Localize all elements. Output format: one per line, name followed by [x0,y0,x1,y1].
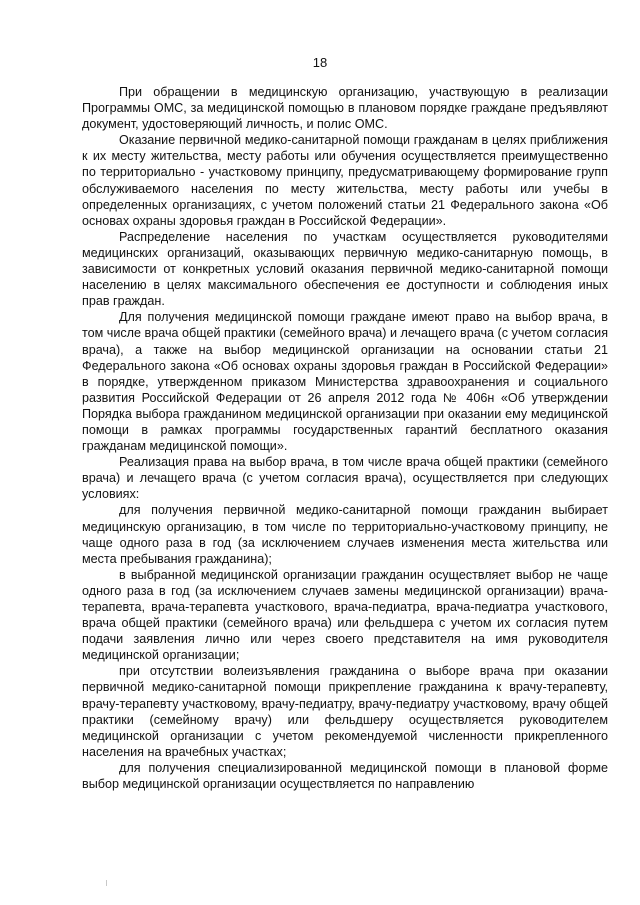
paragraph-condition-specialized-care: для получения специализированной медицинской помощи в плановой форме выбор медицинской организации осуществляется по направлению [82,760,608,792]
paragraph-condition-default-assignment: при отсутствии волеизъявления гражданина о выборе врача при оказании первичной медико-санитарной помощи прикрепление гражданина к врачу-терапевту, врачу-терапевту участковому, врачу-педиатру, врачу-педиатру участковому, врачу общей практики (семейному врачу) или фельдшеру осуществляется руководителем медицинской организации с учетом рекомендуемой численности прикрепленного населения на врачебных участках; [82,664,608,759]
paragraph-condition-organization-choice: для получения первичной медико-санитарной помощи гражданин выбирает медицинскую организацию, в том числе по территориально-участковому принципу, не чаще одного раза в год (за исключением случаев изменения места жительства или места пребывания гражданина); [82,503,608,566]
paragraph-condition-doctor-choice: в выбранной медицинской организации гражданин осуществляет выбор не чаще одного раза в год (за исключением случаев замены медицинской организации) врача-терапевта, врача-терапевта участкового, врача-педиатра, врача-педиатра участкового, врача общей практики (семейного врача) или фельдшера с учетом их согласия путем подачи заявления лично или через своего представителя на имя руководителя медицинской организации; [82,567,608,663]
scan-artifact [106,880,107,886]
paragraph-right-to-choose: Для получения медицинской помощи граждане имеют право на выбор врача, в том числе врача общей практики (семейного врача) и лечащего врача (с учетом согласия врача), а также на выбор медицинской организации на основании статьи 21 Федерального закона «Об основах охраны здоровья граждан в Российской Федерации» в порядке, утвержденном приказом Министерства здравоохранения и социального развития Российской Федерации от 26 апреля 2012 года № 406н «Об утверждении Порядка выбора гражданином медицинской организации при оказании ему медицинской помощи в рамках программы государственных гарантий бесплатного оказания гражданам медицинской помощи». [82,310,609,454]
document-body [82,84,608,792]
paragraph-population-distribution: Распределение населения по участкам осуществляется руководителями медицинских организаций, оказывающих первичную медико-санитарную помощь, в зависимости от конкретных условий оказания первичной медико-санитарной помощи населению в целях максимального обеспечения ее доступности и соблюдения иных прав граждан. [82,229,608,309]
page-number: 18 [312,55,328,70]
paragraph-choice-conditions: Реализация права на выбор врача, в том числе врача общей практики (семейного врача) и лечащего врача (с учетом согласия врача), осуществляется при следующих условиях: [82,455,608,502]
paragraph-patient-documents: При обращении в медицинскую организацию, участвующую в реализации Программы ОМС, за медицинской помощью в плановом порядке граждане предъявляют документ, удостоверяющий личность, и полис ОМС. [82,85,608,132]
paragraph-primary-care-principle: Оказание первичной медико-санитарной помощи гражданам в целях приближения к их месту жительства, месту работы или обучения осуществляется преимущественно по территориально - участковому принципу, предусматривающему формирование групп обслуживаемого населения по месту жительства, месту работы или учебы в определенных организациях, с учетом положений статьи 21 Федерального закона «Об основах охраны здоровья граждан в Российской Федерации». [82,133,608,228]
